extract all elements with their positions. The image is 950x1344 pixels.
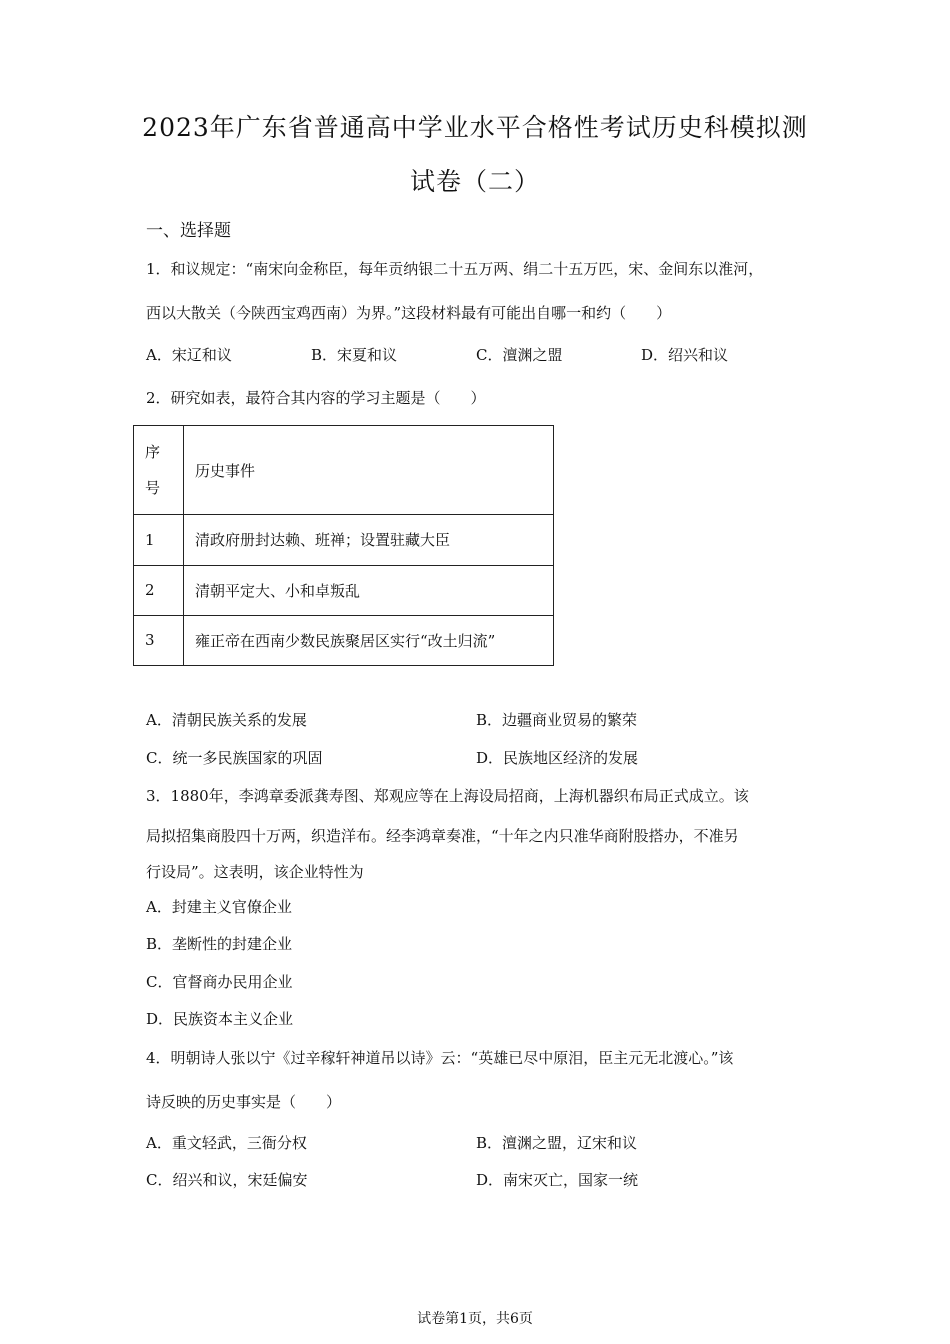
q3-stem-line-2: 局拟招集商股四十万两，织造洋布。经李鸿章奏准，“十年之内只准华商附股搭办，不准另 — [146, 827, 739, 845]
q3-option-b[interactable]: B．垄断性的封建企业 — [146, 935, 293, 953]
q2-option-a[interactable]: A．清朝民族关系的发展 — [146, 711, 307, 729]
row-event: 清政府册封达赖、班禅；设置驻藏大臣 — [184, 515, 554, 565]
row-number: 1 — [134, 515, 184, 565]
header-number-cell — [134, 426, 184, 515]
q4-option-a[interactable]: A．重文轻武，三衙分权 — [146, 1134, 307, 1152]
q3-stem-line-1: 3．1880年，李鸿章委派龚寿图、郑观应等在上海设局招商，上海机器织布局正式成立。该 — [146, 787, 749, 805]
q1-option-a[interactable]: A．宋辽和议 — [146, 346, 232, 364]
page-footer: 试卷第1页，共6页 — [417, 1311, 533, 1327]
q1-option-b[interactable]: B．宋夏和议 — [311, 346, 398, 364]
table-row — [134, 615, 554, 665]
q4-option-c[interactable]: C．绍兴和议，宋廷偏安 — [146, 1171, 308, 1189]
q2-option-b[interactable]: B．边疆商业贸易的繁荣 — [476, 711, 638, 729]
row-event: 清朝平定大、小和卓叛乱 — [184, 565, 554, 615]
header-number-char-2: 号 — [145, 479, 161, 498]
q4-option-b[interactable]: B．澶渊之盟，辽宋和议 — [476, 1134, 638, 1152]
history-events-table — [133, 425, 554, 666]
q1-stem-line-2: 西以大散关（今陕西宝鸡西南）为界。”这段材料最有可能出自哪一和约（ ） — [146, 304, 672, 322]
q4-option-d[interactable]: D．南宋灭亡，国家一统 — [476, 1171, 639, 1189]
page-title-line-1: 2023年广东省普通高中学业水平合格性考试历史科模拟测 — [142, 113, 808, 142]
q1-option-c[interactable]: C．澶渊之盟 — [476, 346, 563, 364]
q3-option-d[interactable]: D．民族资本主义企业 — [146, 1010, 294, 1028]
q4-stem-line-2: 诗反映的历史事实是（ ） — [146, 1093, 342, 1111]
row-event: 雍正帝在西南少数民族聚居区实行“改土归流” — [184, 615, 554, 665]
q2-option-c[interactable]: C．统一多民族国家的巩固 — [146, 749, 323, 767]
q1-option-d[interactable]: D．绍兴和议 — [641, 346, 729, 364]
table-row — [134, 565, 554, 615]
page-title-line-2: 试卷（二） — [409, 167, 540, 196]
q2-stem: 2．研究如表，最符合其内容的学习主题是（ ） — [146, 389, 486, 407]
q4-stem-line-1: 4．明朝诗人张以宁《过辛稼轩神道吊以诗》云：“英雄已尽中原泪，臣主元无北渡心。”该 — [146, 1049, 734, 1067]
row-number: 2 — [134, 565, 184, 615]
header-event-cell: 历史事件 — [184, 426, 554, 515]
q3-option-c[interactable]: C．官督商办民用企业 — [146, 973, 293, 991]
q3-option-a[interactable]: A．封建主义官僚企业 — [146, 898, 292, 916]
header-number-char-1: 序 — [145, 443, 161, 462]
q1-stem-line-1: 1．和议规定：“南宋向金称臣，每年贡纳银二十五万两、绢二十五万匹，宋、金间东以淮河， — [146, 260, 764, 278]
section-heading: 一、选择题 — [146, 221, 231, 241]
table-header-row — [134, 426, 554, 515]
q3-stem-line-3: 行设局”。这表明，该企业特性为 — [146, 863, 364, 881]
row-number: 3 — [134, 615, 184, 665]
table-row — [134, 515, 554, 565]
q2-option-d[interactable]: D．民族地区经济的发展 — [476, 749, 639, 767]
